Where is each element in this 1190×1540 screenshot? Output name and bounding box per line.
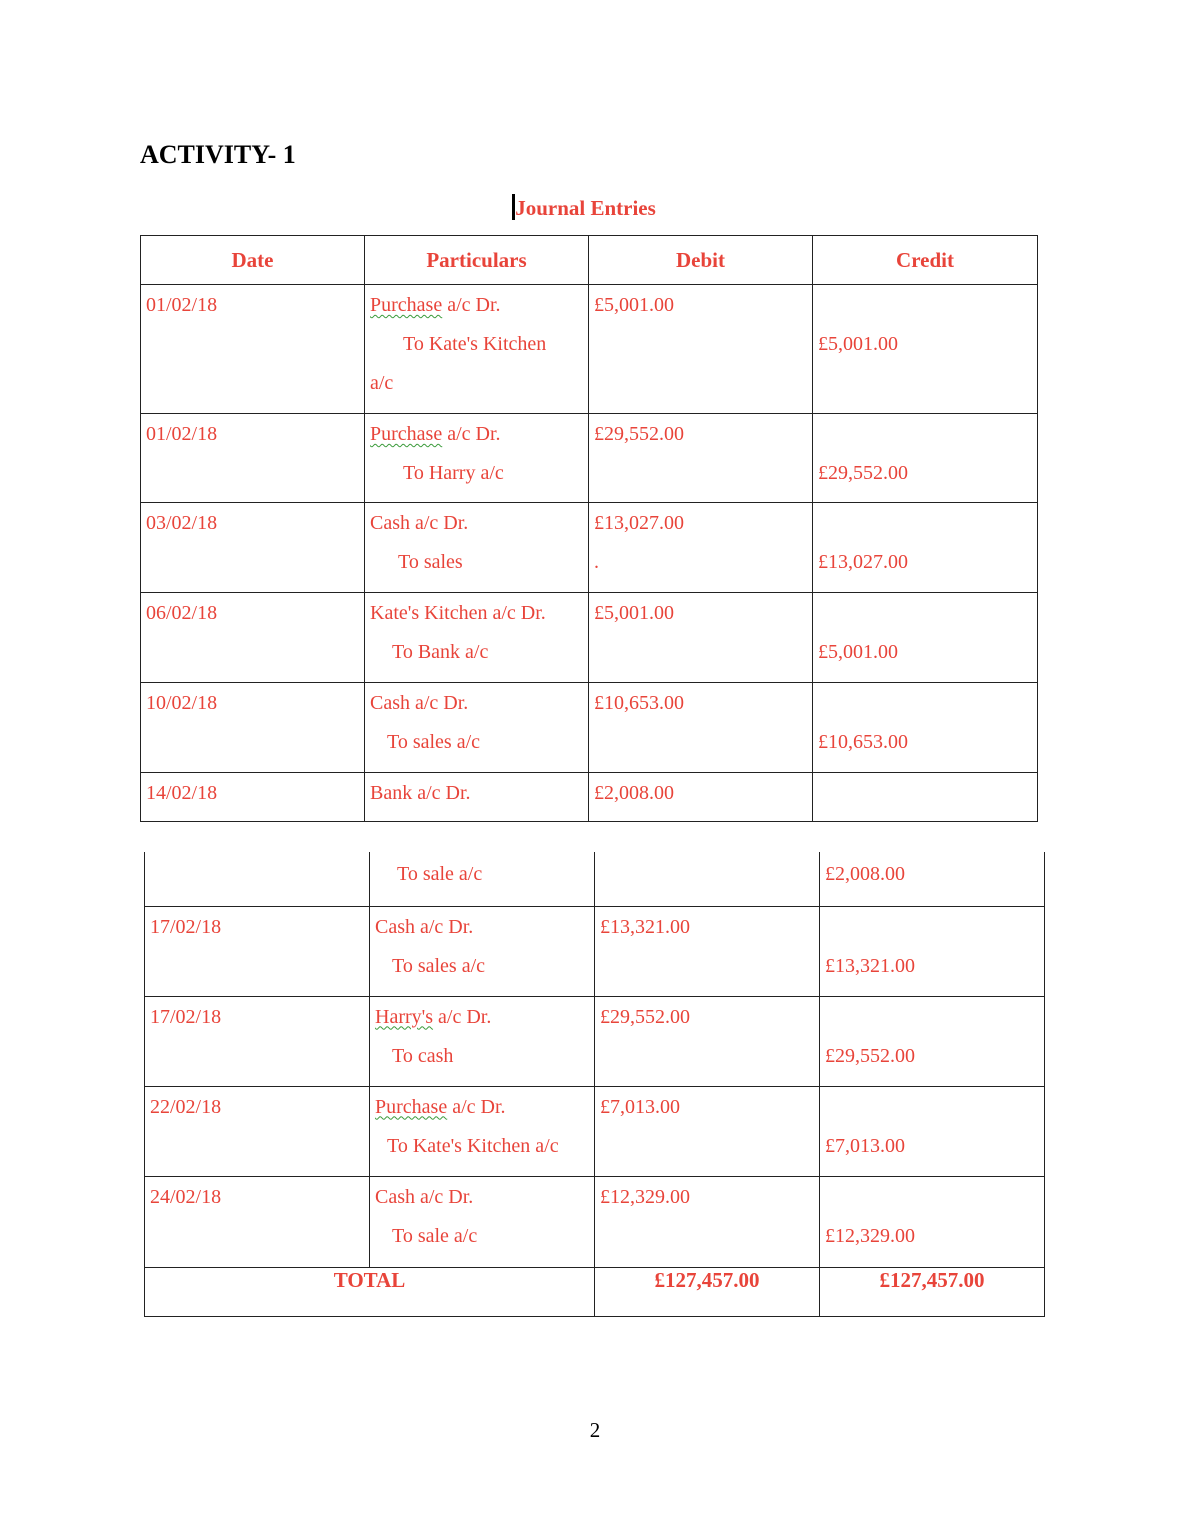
entry-date: 06/02/18 — [146, 602, 218, 624]
entry-credit-amount: £12,329.00 — [825, 1224, 915, 1247]
table-row — [141, 414, 1038, 503]
entry-date: 17/02/18 — [150, 1005, 222, 1028]
entry-debit-amount: £29,552.00 — [600, 1005, 690, 1028]
entry-credit-account-cont: a/c — [370, 372, 394, 394]
entry-debit-account: Bank a/c Dr. — [370, 782, 471, 804]
entry-debit-account: Harry's a/c Dr. — [375, 1005, 492, 1028]
entry-debit-amount: £5,001.00 — [594, 602, 674, 624]
entry-credit-amount: £29,552.00 — [818, 462, 908, 484]
total-credit: £127,457.00 — [820, 1267, 1045, 1316]
entry-debit-account: Purchase a/c Dr. — [370, 294, 501, 316]
entry-debit-account: Cash a/c Dr. — [375, 1185, 474, 1208]
spellcheck-flag: Purchase — [375, 1095, 448, 1118]
spellcheck-flag: Harry's — [375, 1005, 434, 1028]
header-credit: Credit — [813, 236, 1038, 285]
entry-debit-account: Purchase a/c Dr. — [370, 423, 501, 445]
entry-credit-account: To sales — [398, 551, 463, 573]
entry-credit-amount: £5,001.00 — [818, 641, 898, 663]
entry-credit-account: To sales a/c — [387, 731, 481, 753]
entry-credit-amount: £10,653.00 — [818, 731, 908, 753]
entry-debit-amount: £2,008.00 — [594, 782, 674, 804]
page-heading: ACTIVITY- 1 — [140, 140, 296, 169]
table-row — [145, 1176, 1045, 1267]
table-row — [145, 996, 1045, 1086]
journal-table-part-2 — [144, 852, 1045, 1317]
total-debit: £127,457.00 — [595, 1267, 820, 1316]
table-title — [0, 194, 1168, 221]
header-particulars: Particulars — [365, 236, 589, 285]
header-debit: Debit — [589, 236, 813, 285]
table-row — [141, 503, 1038, 593]
entry-debit-mark: . — [594, 551, 599, 573]
journal-table-part-1 — [140, 235, 1038, 822]
entry-date: 01/02/18 — [146, 294, 218, 316]
entry-debit-amount: £13,027.00 — [594, 512, 684, 534]
header-date: Date — [141, 236, 365, 285]
header-row — [141, 236, 1038, 285]
table-row — [141, 683, 1038, 773]
entry-date: 10/02/18 — [146, 692, 218, 714]
entry-debit-account: Cash a/c Dr. — [370, 512, 469, 534]
entry-credit-account: To Bank a/c — [392, 641, 489, 663]
table-row — [145, 1086, 1045, 1176]
entry-debit-account: Cash a/c Dr. — [370, 692, 469, 714]
entry-credit-account: To sale a/c — [392, 1224, 478, 1247]
spellcheck-flag: Purchase — [370, 294, 443, 316]
total-row — [145, 1267, 1045, 1316]
entry-date: 03/02/18 — [146, 512, 218, 534]
entry-credit-account: To Kate's Kitchen a/c — [387, 1134, 559, 1157]
entry-debit-account: Cash a/c Dr. — [375, 915, 474, 938]
entry-debit-amount: £7,013.00 — [600, 1095, 680, 1118]
entry-credit-amount: £13,321.00 — [825, 954, 915, 977]
entry-credit-amount: £29,552.00 — [825, 1044, 915, 1067]
entry-credit-account: To sales a/c — [392, 954, 486, 977]
table-row — [145, 906, 1045, 996]
entry-credit-account: To Harry a/c — [403, 462, 504, 484]
entry-debit-amount: £29,552.00 — [594, 423, 684, 445]
entry-date: 17/02/18 — [150, 915, 222, 938]
entry-credit-amount: £13,027.00 — [818, 551, 908, 573]
entry-debit-account: Kate's Kitchen a/c Dr. — [370, 602, 546, 624]
table-row — [141, 285, 1038, 414]
entry-credit-amount: £7,013.00 — [825, 1134, 905, 1157]
table-row — [141, 593, 1038, 683]
table-row — [141, 773, 1038, 822]
entry-credit-account: To Kate's Kitchen — [403, 333, 547, 355]
entry-debit-account: Purchase a/c Dr. — [375, 1095, 506, 1118]
entry-debit-amount: £12,329.00 — [600, 1185, 690, 1208]
total-label: TOTAL — [145, 1267, 595, 1316]
entry-credit-amount: £5,001.00 — [818, 333, 898, 355]
entry-debit-amount: £13,321.00 — [600, 915, 690, 938]
entry-debit-amount: £5,001.00 — [594, 294, 674, 316]
entry-credit-amount: £2,008.00 — [825, 863, 905, 885]
entry-date: 24/02/18 — [150, 1185, 222, 1208]
entry-date: 14/02/18 — [146, 782, 218, 804]
spellcheck-flag: Purchase — [370, 423, 443, 445]
entry-credit-account: To sale a/c — [397, 863, 483, 885]
entry-date: 01/02/18 — [146, 423, 218, 445]
page-number: 2 — [589, 1418, 601, 1442]
entry-date: 22/02/18 — [150, 1095, 222, 1118]
table-row — [145, 852, 1045, 906]
entry-debit-amount: £10,653.00 — [594, 692, 684, 714]
table-title-text: Journal Entries — [515, 196, 656, 220]
entry-credit-account: To cash — [392, 1044, 454, 1067]
